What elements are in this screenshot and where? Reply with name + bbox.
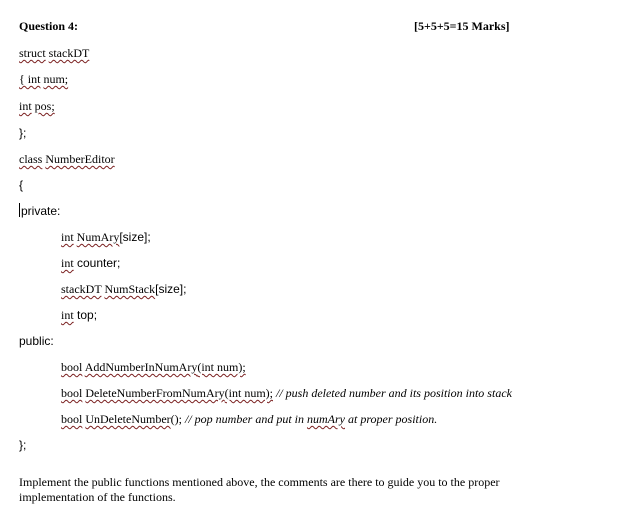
struct-declaration <box>19 46 89 60</box>
member-numstack-name: NumStack <box>104 282 156 296</box>
function-add-number <box>61 360 246 374</box>
function-add-type: bool <box>61 360 83 374</box>
function-undelete-number <box>61 412 437 426</box>
member-top-name: top; <box>73 308 98 322</box>
member-numary-size: [size]; <box>119 230 151 244</box>
marks-label: [5+5+5=15 Marks] <box>414 19 510 33</box>
question-title: Question 4: <box>19 19 79 33</box>
field-num-type: { int <box>19 72 41 86</box>
function-delete-type: bool <box>61 386 83 400</box>
member-numary-type: int <box>61 230 74 244</box>
function-delete-number <box>61 386 512 400</box>
member-counter-type: int <box>61 256 74 270</box>
function-delete-name: DeleteNumberFromNumAry <box>85 386 225 400</box>
member-top-type: int <box>61 308 74 322</box>
function-undelete-comment-a: // pop number and put in <box>184 412 307 426</box>
field-num-name: num; <box>43 72 69 86</box>
public-label: public: <box>19 334 54 348</box>
struct-field-pos <box>19 99 55 113</box>
member-top <box>61 308 97 322</box>
function-undelete-args: (); <box>170 412 182 426</box>
class-name: NumberEditor <box>45 152 115 166</box>
struct-keyword: struct <box>19 46 46 60</box>
function-delete-args: (int num); <box>224 386 273 400</box>
function-delete-comment: // push deleted number and its position into stack <box>275 386 512 400</box>
field-pos-type: int <box>19 99 32 113</box>
instruction-text: Implement the public functions mentioned above, the comments are there to guide you to the proper implementation of the functions. <box>19 475 500 504</box>
member-counter-name: counter; <box>73 256 121 270</box>
function-add-name: AddNumberInNumAry <box>84 360 198 374</box>
member-numary <box>61 230 151 244</box>
function-undelete-name: UnDeleteNumber <box>85 412 171 426</box>
function-undelete-type: bool <box>61 412 83 426</box>
class-declaration <box>19 152 115 166</box>
function-undelete-comment-c: at proper position. <box>344 412 438 426</box>
struct-name: stackDT <box>48 46 90 60</box>
class-open-brace: { <box>19 178 24 192</box>
function-add-args: (int num); <box>197 360 246 374</box>
member-counter <box>61 256 120 270</box>
class-close: }; <box>19 438 27 452</box>
class-keyword: class <box>19 152 43 166</box>
struct-field-num <box>19 72 68 86</box>
member-numstack-size: [size]; <box>155 282 187 296</box>
function-undelete-comment <box>185 412 437 426</box>
field-pos-name: pos; <box>34 99 55 113</box>
text-cursor <box>19 203 20 217</box>
struct-close: }; <box>19 126 27 140</box>
private-label: private: <box>21 204 61 218</box>
member-numstack-type: stackDT <box>61 282 102 296</box>
function-undelete-comment-b: numAry <box>306 412 345 426</box>
member-numary-name: NumAry <box>76 230 120 244</box>
member-numstack <box>61 282 186 296</box>
